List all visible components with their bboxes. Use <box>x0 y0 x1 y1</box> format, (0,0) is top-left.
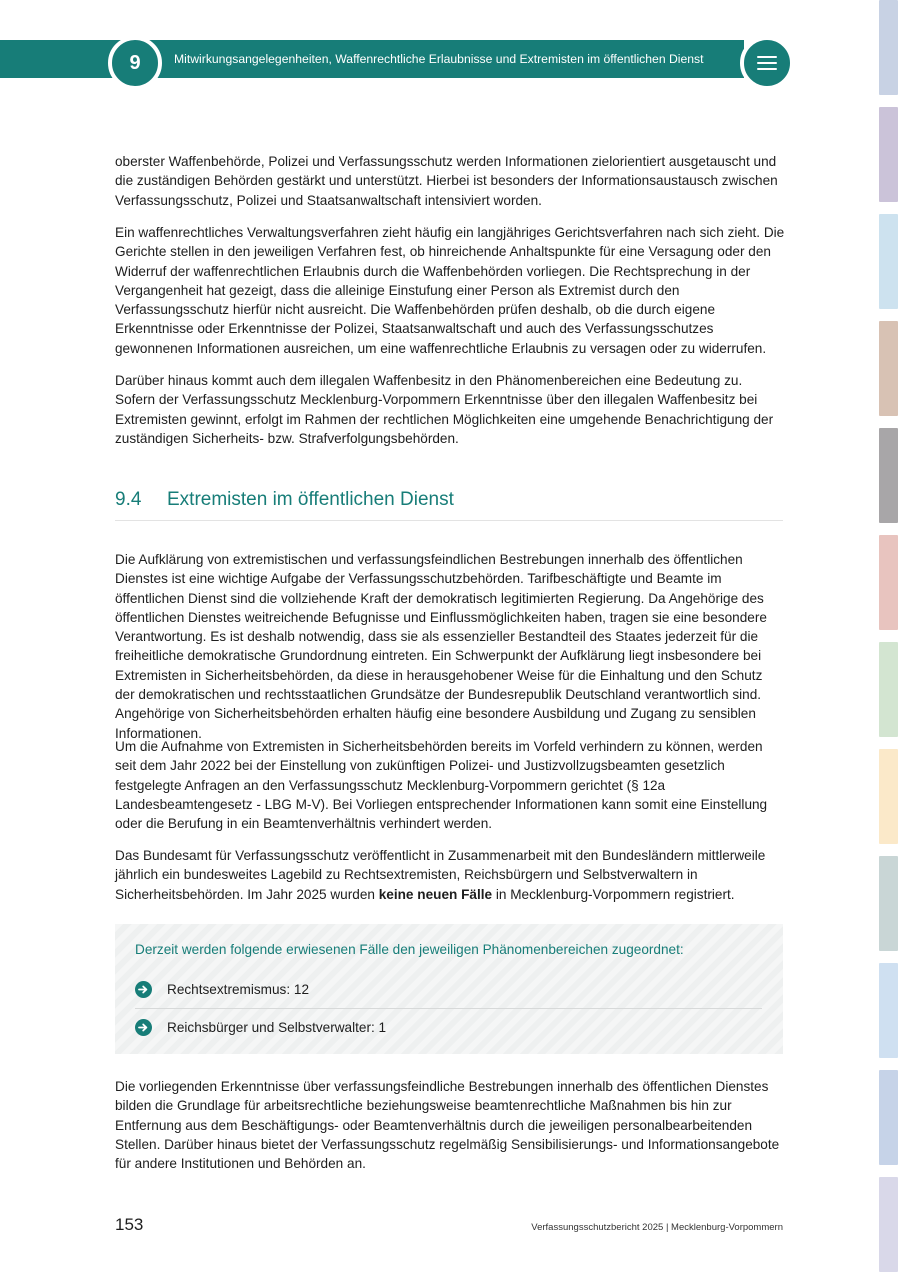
section-number: 9.4 <box>115 489 142 510</box>
section-title: Extremisten im öffentlichen Dienst <box>167 489 454 510</box>
side-tab[interactable] <box>879 214 898 309</box>
footer-publication: Verfassungsschutzbericht 2025 | Mecklenburg-Vorpommern <box>531 1222 783 1233</box>
side-tab[interactable] <box>879 107 898 202</box>
side-tab[interactable] <box>879 642 898 737</box>
side-tab[interactable] <box>879 963 898 1058</box>
list-item-label: Reichsbürger und Selbstverwalter: 1 <box>167 1019 387 1035</box>
side-tab[interactable] <box>879 428 898 523</box>
paragraph: Die vorliegenden Erkenntnisse über verfassungsfeindliche Bestrebungen innerhalb des öffentlichen Dienstes bilden die Grundlage für arbeitsrechtliche beziehungsweise beamtenrechtliche Maßnahmen bis hin zur Entfernung aus dem Beschäftigungs- oder Beamtenverhältnis durch die jeweiligen personalbearbeitenden Stellen. Darüber hinaus bietet der Verfassungsschutz regelmäßig Sensibilisierungs- und Informationsangebote für andere Institutionen und Behörden an. <box>115 1079 780 1172</box>
emphasis-text: keine neuen Fälle <box>378 886 493 902</box>
arrow-right-circle-icon <box>135 981 152 998</box>
info-box-title: Derzeit werden folgende erwiesenen Fälle den jeweiligen Phänomenbereichen zugeordnet: <box>135 942 684 957</box>
cases-info-box <box>115 924 783 1054</box>
side-tab[interactable] <box>879 321 898 416</box>
paragraph-text: Das Bundesamt für Verfassungsschutz veröffentlicht in Zusammenarbeit mit den Bundesländern mittlerweile jährlich ein bundesweites Lagebild zu Rechtsextremisten, Reichsbürgern und Selbstverwaltern in Sicherheitsbehörden. Im Jahr 2025 wurden <box>115 848 766 902</box>
paragraph: Darüber hinaus kommt auch dem illegalen Waffenbesitz in den Phänomenbereichen eine Bedeutung zu. Sofern der Verfassungsschutz Mecklenburg-Vorpommern Erkenntnisse über den illegalen Waffenbesitz bei Extremisten gewinnt, erfolgt im Rahmen der rechtlichen Möglichkeiten eine umgehende Benachrichtigung der zuständigen Sicherheits- bzw. Strafverfolgungsbehörden. <box>115 373 774 446</box>
paragraph: oberster Waffenbehörde, Polizei und Verfassungsschutz werden Informationen zielorientiert ausgetauscht und die zuständigen Behörden gestärkt und unterstützt. Hierbei ist besonders der Informationsaustausch zwischen Verfassungsschutz, Polizei und Staatsanwaltschaft intensiviert worden. <box>115 154 778 208</box>
arrow-right-circle-icon <box>135 1019 152 1036</box>
side-tab[interactable] <box>879 856 898 951</box>
list-item-label: Rechtsextremismus: 12 <box>167 981 310 997</box>
chapter-title: Mitwirkungsangelegenheiten, Waffenrechtliche Erlaubnisse und Extremisten im öffentlichen Dienst <box>174 52 704 66</box>
chapter-number-badge: 9 <box>108 36 162 90</box>
paragraph-text: in Mecklenburg-Vorpommern registriert. <box>492 886 735 902</box>
side-tab[interactable] <box>879 1177 898 1272</box>
side-tab[interactable] <box>879 0 898 95</box>
side-tab[interactable] <box>879 1070 898 1165</box>
list-item <box>135 1008 762 1046</box>
chapter-side-tabs <box>879 0 900 1272</box>
paragraph: Ein waffenrechtliches Verwaltungsverfahren zieht häufig ein langjähriges Gerichtsverfahren nach sich zieht. Die Gerichte stellen in den jeweiligen Verfahren fest, ob hinreichende Anhaltspunkte für eine Versagung oder den Widerruf der waffenrechtlichen Erlaubnis durch die Waffenbehörden vorliegen. Die Rechtsprechung in der Vergangenheit hat gezeigt, dass die alleinige Einstufung einer Person als Extremist durch den Verfassungsschutz hierfür nicht ausreicht. Die Waffenbehörden prüfen deshalb, ob die durch eigene Erkenntnisse oder Erkenntnisse der Polizei, Staatsanwaltschaft und auch des Verfassungsschutzes gewonnenen Informationen ausreichen, um eine waffenrechtliche Erlaubnis zu versagen oder zu widerrufen. <box>115 225 785 356</box>
hamburger-menu-icon <box>757 56 777 70</box>
menu-button[interactable] <box>740 36 794 90</box>
list-item <box>135 970 762 1008</box>
page-number: 153 <box>115 1215 144 1234</box>
paragraph: Um die Aufnahme von Extremisten in Sicherheitsbehörden bereits im Vorfeld verhindern zu können, werden seit dem Jahr 2022 bei der Einstellung von zukünftigen Polizei- und Justizvollzugsbeamten gesetzlich festgelegte Anfragen an den Verfassungsschutz Mecklenburg-Vorpommern gerichtet (§ 12a Landesbeamtengesetz - LBG M-V). Bei Vorliegen entsprechender Informationen kann somit eine Einstellung oder die Berufung in ein Beamtenverhältnis verhindert werden. <box>115 739 768 832</box>
side-tab[interactable] <box>879 535 898 630</box>
paragraph: Die Aufklärung von extremistischen und verfassungsfeindlichen Bestrebungen innerhalb des öffentlichen Dienstes ist eine wichtige Aufgabe der Verfassungsschutzbehörden. Tarifbeschäftigte und Beamte im öffentlichen Dienst sind die vollziehende Kraft der demokratisch legitimierten Regierung. Da Angehörige des öffentlichen Dienstes weitreichende Befugnisse und Einflussmöglichkeiten haben, tragen sie eine besondere Verantwortung. Es ist deshalb notwendig, dass sie als essenzieller Bestandteil des Staates jederzeit für die freiheitliche demokratische Grundordnung eintreten. Ein Schwerpunkt der Aufklärung liegt insbesondere bei Extremisten in Sicherheitsbehörden, da diese in herausgehobener Weise für die Einhaltung und den Schutz der demokratischen und rechtsstaatlichen Grundsätze der Bundesrepublik Deutschland verantwortlich sind. Angehörige von Sicherheitsbehörden erhalten häufig eine besondere Ausbildung und Zugang zu sensiblen Informationen. <box>115 552 767 741</box>
side-tab[interactable] <box>879 749 898 844</box>
section-heading <box>115 486 783 521</box>
paragraph <box>115 846 785 904</box>
